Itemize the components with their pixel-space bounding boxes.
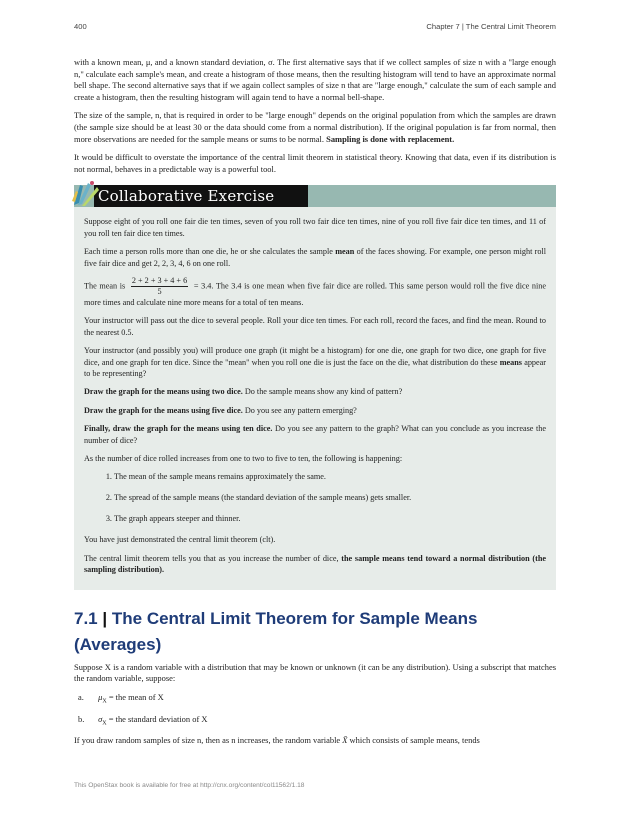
- definition-list: [74, 692, 556, 729]
- section-separator: |: [102, 608, 108, 628]
- collab-q2-text: Do you see any pattern emerging?: [244, 405, 357, 415]
- collab-question-3: [84, 423, 546, 446]
- intro-paragraph-2-bold: Sampling is done with replacement.: [326, 133, 455, 144]
- mean-fraction: [131, 276, 188, 297]
- collab-p2-bold: mean: [335, 247, 355, 257]
- collab-p8-bold: the sample means tend toward a normal distribution (the sampling distribution).: [84, 553, 547, 575]
- list-item: [74, 692, 556, 708]
- section-paragraph-1: Suppose X is a random variable with a distribution that may be known or unknown (it can be any distribution). Using a subscript that matches the random variable, suppose:: [74, 661, 556, 684]
- collab-paragraph-4: Your instructor will pass out the dice to several people. Roll your dice ten times. For each roll, record the faces, and find the mean. Round to the nearest 0.5.: [84, 316, 546, 337]
- collab-question-1: [84, 386, 546, 397]
- collab-paragraph-7: You have just demonstrated the central limit theorem (clt).: [84, 535, 276, 545]
- list-marker: b.: [78, 713, 85, 724]
- list-marker: a.: [78, 691, 84, 702]
- mu-symbol: μ: [98, 691, 103, 702]
- list-item: 3. The graph appears steeper and thinner.: [114, 513, 546, 524]
- collab-p5-bold: means: [499, 357, 522, 367]
- intro-paragraph-1: with a known mean, μ, and a known standard deviation, σ. The first alternative says that if we collect samples of size n with a "large enough n," calculate each sample's mean, and create a histogram of those means, then the resulting histogram will tend to have an approximate normal bell shape. The second alternative says that if we again collect samples of size n that are "large enough," calculate the sum of each sample and create a histogram, then the resulting histogram will again tend to have a normal bell-shape.: [74, 57, 556, 102]
- collab-paragraph-8: [84, 553, 546, 576]
- definition-text: = the mean of X: [108, 691, 164, 702]
- collaborative-exercise-box: [74, 207, 556, 589]
- collaborative-hands-icon: [70, 177, 104, 209]
- collab-q2-bold: Draw the graph for the means using five dice.: [84, 405, 243, 415]
- collaborative-exercise-banner: [74, 185, 556, 207]
- collab-q3-text: Do you see any pattern to the graph? What can you conclude as you increase the number of dice?: [84, 424, 546, 445]
- intro-paragraph-3: It would be difficult to overstate the importance of the central limit theorem in statistical theory. Knowing that data, even if its distribution is not normal, behaves in a predictable way is a powerful tool.: [74, 152, 556, 174]
- collab-p8-pre: The central limit theorem tells you that as you increase the number of dice,: [84, 553, 339, 563]
- collab-paragraph-2: [84, 246, 546, 269]
- definition-text: = the standard deviation of X: [108, 713, 208, 724]
- fraction-denominator: 5: [157, 286, 162, 296]
- sigma-symbol: σ: [98, 713, 103, 724]
- collab-paragraph-5: [84, 345, 546, 379]
- collab-q1-bold: Draw the graph for the means using two dice.: [84, 387, 243, 397]
- x-bar-variable: X̄: [342, 735, 348, 746]
- collab-paragraph-1: Suppose eight of you roll one fair die ten times, seven of you roll two fair dice ten times, nine of you roll five fair dice ten times, and 11 of you roll ten fair dice ten times.: [84, 217, 546, 238]
- list-item: 1. The mean of the sample means remains approximately the same.: [114, 471, 546, 482]
- intro-paragraph-2: [74, 110, 556, 145]
- page-number: 400: [74, 22, 87, 31]
- chapter-title: Chapter 7 | The Central Limit Theorem: [426, 22, 556, 31]
- intro-paragraph-2-text: The size of the sample, n, that is required in order to be "large enough" depends on the original population from which the samples are drawn (the sample size should be at least 30 or the data should come from a normal distribution). If the original population is far from normal, then more observations are needed for the sample means or sums to be normal.: [74, 110, 556, 144]
- collab-paragraph-6: As the number of dice rolled increases from one to two to five to ten, the following is happening:: [84, 454, 403, 464]
- section-heading: [74, 606, 556, 658]
- page-footer: This OpenStax book is available for free at http://cnx.org/content/col11562/1.18: [74, 782, 305, 789]
- collab-paragraph-3: [84, 276, 546, 308]
- collab-q1-text: Do the sample means show any kind of pattern?: [244, 387, 403, 397]
- collab-question-2: [84, 405, 546, 416]
- collab-p2-pre: Each time a person rolls more than one die, he or she calculates the sample: [84, 247, 333, 257]
- collab-q3-bold: Finally, draw the graph for the means using ten dice.: [84, 424, 273, 434]
- collaborative-exercise-title: Collaborative Exercise: [94, 185, 308, 207]
- collab-p5-post: appear to be representing?: [84, 357, 547, 378]
- collab-p3-post: = 3.4. The 3.4 is one mean when five fair dice are rolled. This same person would roll the five dice nine more times and calculate nine more means for a total of ten means.: [84, 281, 547, 307]
- collab-p5-pre: Your instructor (and possibly you) will produce one graph (it might be a histogram) for one die, one graph for two dice, one graph for five dice, and one graph for ten dice. Since the "mean" when you roll one die is just the face on the die, what distribution do these: [84, 346, 546, 367]
- page-header: [74, 22, 556, 34]
- collab-p3-pre: The mean is: [84, 281, 126, 291]
- section-number: 7.1: [74, 608, 98, 628]
- section-paragraph-2: [74, 735, 556, 747]
- subscript: X: [102, 698, 107, 705]
- section-title: The Central Limit Theorem for Sample Means (Averages): [74, 608, 478, 654]
- fraction-numerator: 2 + 2 + 3 + 4 + 6: [131, 275, 188, 285]
- collab-p2-post: of the faces showing. For example, one person might roll five fair dice and get 2, 2, 3, 4, 6 on one roll.: [84, 247, 547, 268]
- page-content: [74, 57, 556, 754]
- clt-observations-list: [84, 471, 546, 524]
- section-p2-post: which consists of sample means, tends: [349, 735, 480, 746]
- section-p2-pre: If you draw random samples of size n, then as n increases, the random variable: [74, 735, 341, 746]
- subscript: X: [102, 720, 107, 727]
- list-item: 2. The spread of the sample means (the standard deviation of the sample means) gets smaller.: [114, 492, 546, 503]
- list-item: [74, 714, 556, 730]
